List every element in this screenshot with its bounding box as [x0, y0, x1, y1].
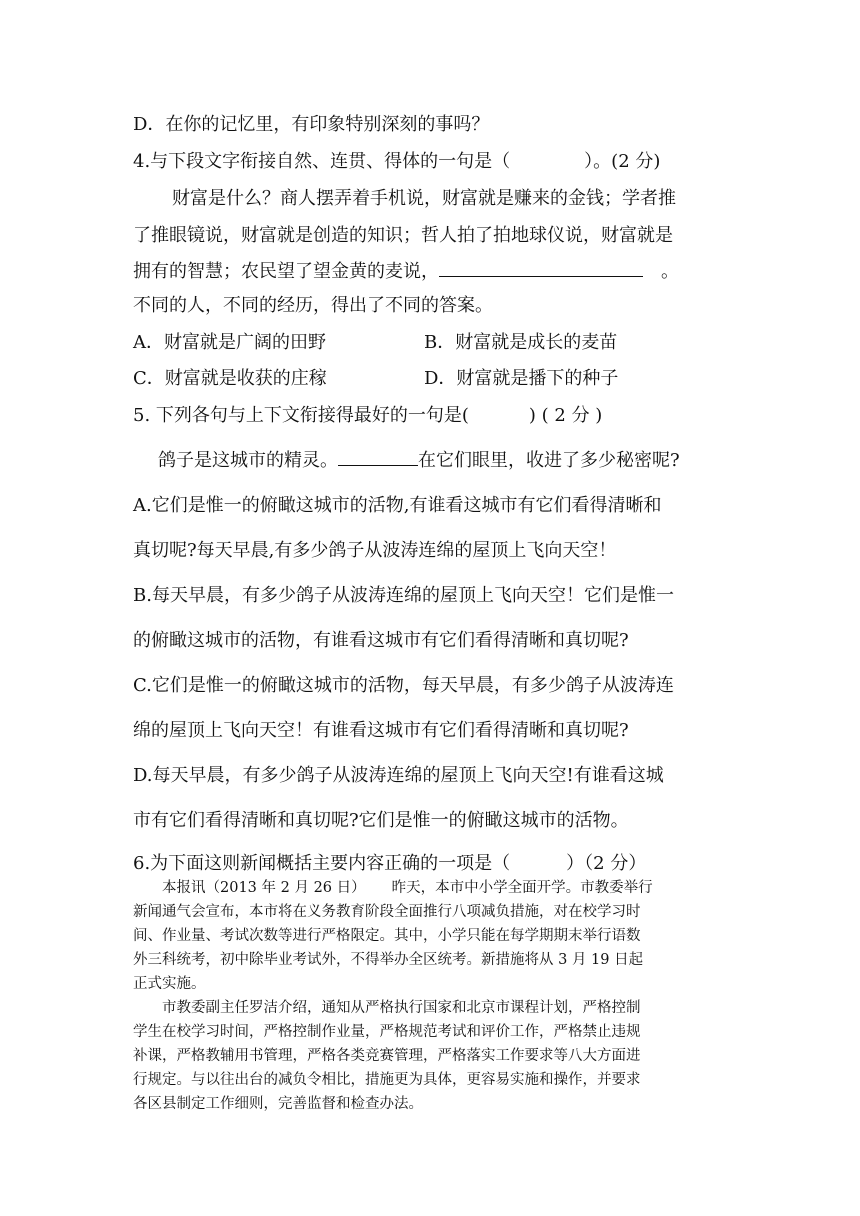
- news-p2-line: 行规定。与以往出台的减负令相比，措施更为具体，更容易实施和操作，并要求: [133, 1072, 641, 1088]
- q5-option-d-cont: 市有它们看得清晰和真切呢?它们是惟一的俯瞰这城市的活物。: [133, 810, 629, 831]
- news-lead: 昨天，本市中小学全面开学。市教委举行: [391, 880, 653, 896]
- news-p1-line: 外三科统考，初中除毕业考试外，不得举办全区统考。新措施将从 3 月 19 日起: [133, 952, 644, 968]
- q6-stem-after: ）（2 分）: [566, 853, 647, 874]
- news-p2-line: 补课，严格教辅用书管理，严格各类竞赛管理，严格落实工作要求等八大方面进: [133, 1048, 641, 1064]
- q5-stem-after: ) ( 2 分 ): [528, 405, 603, 426]
- q5-stem-before: 5. 下列各句与上下文衔接得最好的一句是(: [133, 405, 469, 426]
- q4-passage-line: 财富是什么？商人摆弄着手机说，财富就是赚来的金钱；学者推: [172, 188, 676, 209]
- q4-option-c: C．财富就是收获的庄稼: [133, 368, 327, 389]
- q6-stem-before: 6.为下面这则新闻概括主要内容正确的一项是（: [133, 853, 511, 874]
- q4-stem-after: ）。(2 分): [584, 151, 661, 172]
- q5-option-b-cont: 的俯瞰这城市的活物，有谁看这城市有它们看得清晰和真切呢?: [133, 630, 629, 651]
- q5-passage-before: 鸽子是这城市的精灵。: [158, 450, 338, 471]
- q4-option-d: D．财富就是播下的种子: [424, 368, 619, 389]
- q5-option-c: C.它们是惟一的俯瞰这城市的活物，每天早晨，有多少鸽子从波涛连: [133, 675, 674, 696]
- news-p1-line: 间、作业量、考试次数等进行严格限定。其中，小学只能在每学期期末举行语数: [133, 928, 641, 944]
- q5-stem: [133, 407, 602, 425]
- q4-passage-end: 。: [661, 261, 679, 282]
- q6-stem: [133, 855, 646, 873]
- q4-fill-blank: [439, 275, 643, 277]
- q4-stem: [133, 153, 660, 171]
- q3-option-d: D．在你的记忆里，有印象特别深刻的事吗？: [133, 114, 490, 135]
- news-p2-line: 学生在校学习时间，严格控制作业量，严格规范考试和评价工作，严格禁止违规: [133, 1024, 641, 1040]
- q4-passage-text: 拥有的智慧；农民望了望金黄的麦说，: [133, 261, 439, 282]
- q4-passage-line: 了推眼镜说，财富就是创造的知识；哲人拍了拍地球仪说，财富就是: [133, 225, 673, 246]
- q5-option-b: B.每天早晨，有多少鸽子从波涛连绵的屋顶上飞向天空！它们是惟一: [133, 585, 674, 606]
- news-p1-line: 正式实施。: [133, 976, 206, 992]
- q5-option-c-cont: 绵的屋顶上飞向天空！有谁看这城市有它们看得清晰和真切呢?: [133, 720, 629, 741]
- q5-passage-after: 在它们眼里，收进了多少秘密呢?: [418, 450, 680, 471]
- news-p2-line: 市教委副主任罗洁介绍，通知从严格执行国家和北京市课程计划，严格控制: [162, 1000, 641, 1016]
- q4-passage-line: 不同的人，不同的经历，得出了不同的答案。: [133, 295, 493, 316]
- q5-passage: [158, 452, 680, 470]
- q4-option-a: A．财富就是广阔的田野: [133, 332, 326, 353]
- q5-option-a: A.它们是惟一的俯瞰这城市的活物,有谁看这城市有它们看得清晰和: [133, 495, 662, 516]
- q5-option-d: D.每天早晨，有多少鸽子从波涛连绵的屋顶上飞向天空!有谁看这城: [133, 765, 664, 786]
- q4-passage-line: [133, 263, 679, 281]
- q5-option-a-cont: 真切呢?每天早晨,有多少鸽子从波涛连绵的屋顶上飞向天空！: [133, 540, 617, 561]
- q5-fill-blank: [338, 464, 418, 466]
- news-dateline: 本报讯（2013 年 2 月 26 日）: [162, 880, 366, 896]
- q4-option-b: B．财富就是成长的麦苗: [424, 332, 618, 353]
- news-p1-line: 新闻通气会宣布，本市将在义务教育阶段全面推行八项减负措施，对在校学习时: [133, 904, 641, 920]
- q4-stem-before: 4.与下段文字衔接自然、连贯、得体的一句是（: [133, 151, 511, 172]
- news-p2-line: 各区县制定工作细则，完善监督和检查办法。: [133, 1096, 423, 1112]
- news-p1-line: [162, 881, 653, 896]
